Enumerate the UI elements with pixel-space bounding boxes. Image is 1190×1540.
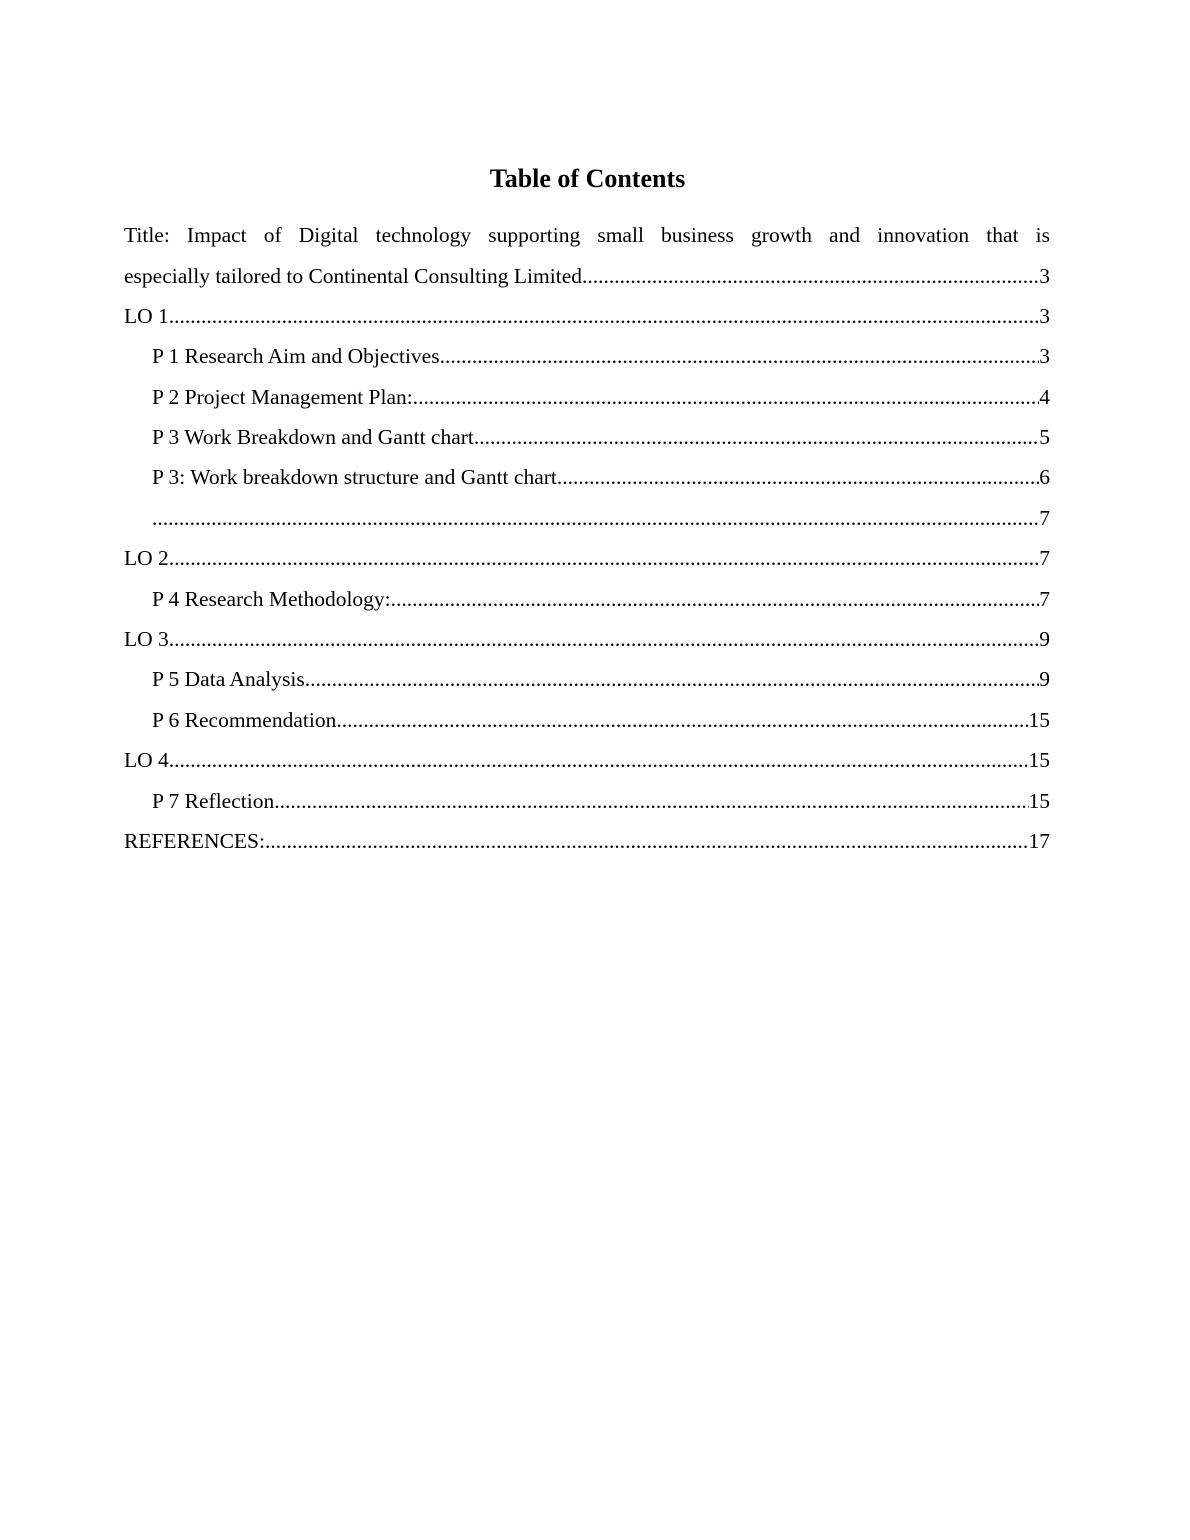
page-title: Table of Contents [489, 164, 686, 193]
table-of-contents [124, 215, 1050, 861]
toc-entry-label: especially tailored to Continental Consulting Limited [124, 263, 582, 288]
toc-entry-page: 9 [1039, 627, 1050, 652]
toc-entry-page: 5 [1039, 425, 1050, 450]
toc-entry-label: LO 2 [124, 546, 169, 571]
toc-entry-page: 7 [1039, 505, 1050, 530]
toc-entry-label: P 7 Reflection [152, 788, 275, 813]
dot-leader [582, 256, 1039, 296]
toc-entry-label: P 2 Project Management Plan: [152, 384, 413, 409]
toc-entry-page: 3 [1039, 344, 1050, 369]
toc-title-line: Title: Impact of Digital technology supporting small business growth and innovation that is [124, 223, 1050, 247]
dot-leader [440, 336, 1040, 376]
toc-entry-label: REFERENCES: [124, 828, 265, 853]
toc-entry-p1[interactable] [124, 336, 1050, 376]
toc-entry-label: LO 4 [124, 748, 169, 773]
toc-entry-label: P 5 Data Analysis [152, 667, 305, 692]
toc-entry-lo4[interactable] [124, 740, 1050, 780]
toc-entry-p2[interactable] [124, 377, 1050, 417]
dot-leader [474, 417, 1039, 457]
toc-entry-page: 3 [1039, 263, 1050, 288]
dot-leader [274, 781, 1028, 821]
toc-entry-label: P 3: Work breakdown structure and Gantt chart [152, 465, 557, 490]
toc-entry-p3[interactable] [124, 417, 1050, 457]
dot-leader [336, 700, 1028, 740]
dot-leader [169, 619, 1039, 659]
toc-entry-p6[interactable] [124, 700, 1050, 740]
dot-leader [169, 296, 1039, 336]
toc-entry-label: P 6 Recommendation [152, 707, 337, 732]
toc-entry-page: 6 [1039, 465, 1050, 490]
toc-entry-page: 7 [1039, 586, 1050, 611]
toc-entry-page: 7 [1039, 546, 1050, 571]
dot-leader [413, 377, 1040, 417]
toc-entry-p5[interactable] [124, 659, 1050, 699]
toc-entry-blank[interactable] [124, 498, 1050, 538]
toc-entry-page: 15 [1028, 788, 1050, 813]
toc-entry-page: 3 [1039, 303, 1050, 328]
toc-entry-page: 4 [1039, 384, 1050, 409]
dot-leader [152, 498, 1039, 538]
toc-entry-label: P 1 Research Aim and Objectives [152, 344, 440, 369]
toc-entry-p3-structure[interactable] [124, 457, 1050, 497]
toc-entry-continental-consulting[interactable] [124, 256, 1050, 296]
toc-entry-page: 17 [1028, 828, 1050, 853]
toc-entry-page: 15 [1028, 707, 1050, 732]
dot-leader [169, 740, 1029, 780]
dot-leader [169, 538, 1039, 578]
toc-entry-label: P 4 Research Methodology: [152, 586, 391, 611]
toc-entry-page: 15 [1028, 748, 1050, 773]
dot-leader [391, 579, 1040, 619]
toc-entry-lo1[interactable] [124, 296, 1050, 336]
dot-leader [265, 821, 1029, 861]
toc-entry-references[interactable] [124, 821, 1050, 861]
dot-leader [557, 457, 1039, 497]
toc-entry-page: 9 [1039, 667, 1050, 692]
toc-entry-label: LO 1 [124, 303, 169, 328]
toc-entry-label: LO 3 [124, 627, 169, 652]
toc-entry-lo2[interactable] [124, 538, 1050, 578]
toc-entry-p4[interactable] [124, 579, 1050, 619]
toc-entry-p7[interactable] [124, 781, 1050, 821]
toc-entry-label: P 3 Work Breakdown and Gantt chart [152, 425, 474, 450]
toc-entry-lo3[interactable] [124, 619, 1050, 659]
dot-leader [305, 659, 1040, 699]
